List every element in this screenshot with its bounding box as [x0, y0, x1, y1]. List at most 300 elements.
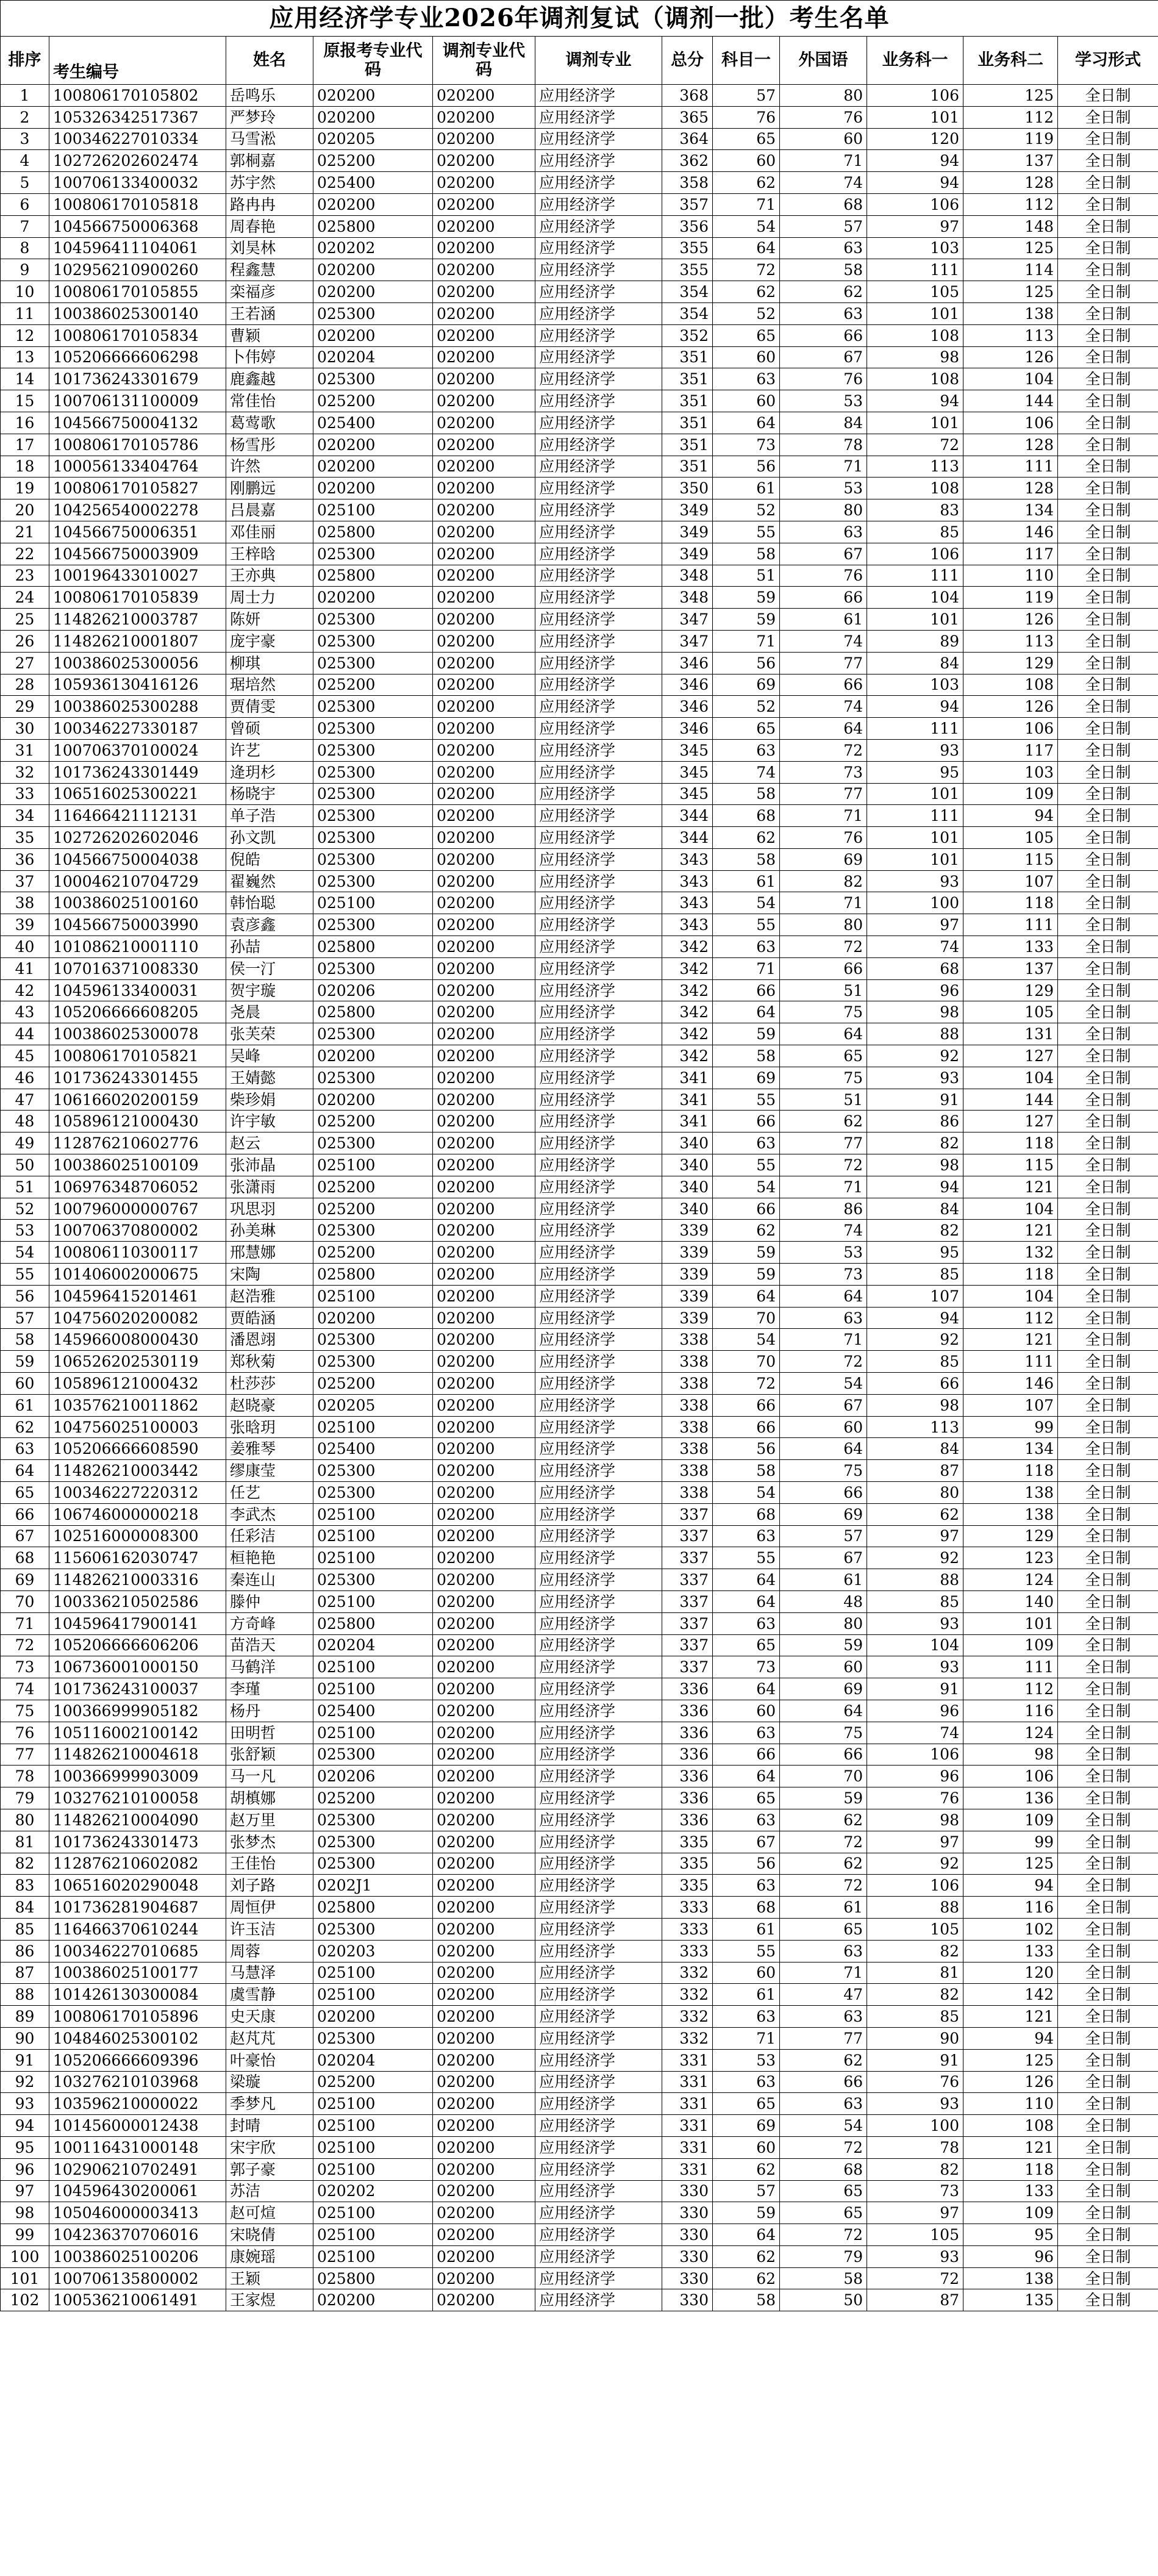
professional-two-cell: 137 — [963, 150, 1058, 172]
study-mode-cell: 全日制 — [1058, 172, 1158, 194]
subject-one-cell: 52 — [713, 302, 780, 324]
total-score-cell: 358 — [662, 172, 713, 194]
original-major-code-cell: 025300 — [313, 1351, 433, 1373]
professional-one-cell: 87 — [867, 1460, 963, 1482]
total-score-cell: 336 — [662, 1766, 713, 1787]
name-cell: 宋陶 — [226, 1264, 313, 1286]
name-cell: 杨晓宇 — [226, 783, 313, 805]
name-cell: 杨丹 — [226, 1700, 313, 1722]
adjusted-major-cell: 应用经济学 — [535, 2115, 662, 2137]
rank-cell: 36 — [1, 848, 49, 870]
adjusted-major-cell: 应用经济学 — [535, 128, 662, 150]
candidate-id-cell: 104596133400031 — [49, 979, 226, 1001]
original-major-code-cell: 020206 — [313, 979, 433, 1001]
table-row — [1, 390, 1158, 412]
rank-cell: 32 — [1, 761, 49, 783]
name-cell: 虞雪静 — [226, 1984, 313, 2006]
professional-two-cell: 117 — [963, 543, 1058, 565]
subject-one-cell: 72 — [713, 259, 780, 281]
name-cell: 张沛晶 — [226, 1154, 313, 1176]
rank-cell: 52 — [1, 1198, 49, 1220]
table-row — [1, 302, 1158, 324]
rank-cell: 96 — [1, 2158, 49, 2180]
name-cell: 叶豪怡 — [226, 2049, 313, 2071]
foreign-language-cell: 69 — [780, 848, 867, 870]
subject-one-cell: 68 — [713, 1503, 780, 1525]
foreign-language-cell: 66 — [780, 957, 867, 979]
subject-one-cell: 68 — [713, 805, 780, 827]
rank-cell: 64 — [1, 1460, 49, 1482]
professional-two-cell: 126 — [963, 2071, 1058, 2093]
table-row — [1, 1438, 1158, 1460]
name-cell: 周春艳 — [226, 215, 313, 237]
adjusted-major-code-cell: 020200 — [433, 302, 535, 324]
adjusted-major-cell: 应用经济学 — [535, 1373, 662, 1395]
document-title: 应用经济学专业2026年调剂复试（调剂一批）考生名单 — [1, 1, 1158, 37]
study-mode-cell: 全日制 — [1058, 609, 1158, 631]
table-row — [1, 630, 1158, 652]
rank-cell: 11 — [1, 302, 49, 324]
adjusted-major-cell: 应用经济学 — [535, 456, 662, 478]
original-major-code-cell: 025100 — [313, 2115, 433, 2137]
table-row — [1, 2267, 1158, 2289]
candidate-id-cell: 101736243301473 — [49, 1831, 226, 1853]
total-score-cell: 345 — [662, 761, 713, 783]
foreign-language-cell: 66 — [780, 674, 867, 696]
adjusted-major-code-cell: 020200 — [433, 1766, 535, 1787]
rank-cell: 41 — [1, 957, 49, 979]
adjusted-major-code-cell: 020200 — [433, 150, 535, 172]
subject-one-cell: 58 — [713, 783, 780, 805]
study-mode-cell: 全日制 — [1058, 1460, 1158, 1482]
foreign-language-cell: 72 — [780, 1875, 867, 1897]
study-mode-cell: 全日制 — [1058, 1351, 1158, 1373]
study-mode-cell: 全日制 — [1058, 412, 1158, 434]
study-mode-cell: 全日制 — [1058, 1984, 1158, 2006]
rank-cell: 94 — [1, 2115, 49, 2137]
total-score-cell: 337 — [662, 1503, 713, 1525]
professional-two-cell: 133 — [963, 1940, 1058, 1962]
adjusted-major-code-cell: 020200 — [433, 1285, 535, 1307]
original-major-code-cell: 020200 — [313, 587, 433, 609]
total-score-cell: 336 — [662, 1700, 713, 1722]
total-score-cell: 336 — [662, 1722, 713, 1744]
adjusted-major-cell: 应用经济学 — [535, 1547, 662, 1569]
name-cell: 单子浩 — [226, 805, 313, 827]
table-row — [1, 1875, 1158, 1897]
rank-cell: 25 — [1, 609, 49, 631]
table-row — [1, 1067, 1158, 1089]
total-score-cell: 362 — [662, 150, 713, 172]
professional-two-cell: 118 — [963, 1460, 1058, 1482]
rank-cell: 2 — [1, 106, 49, 128]
name-cell: 胡槙娜 — [226, 1787, 313, 1809]
original-major-code-cell: 025100 — [313, 2245, 433, 2267]
adjusted-major-cell: 应用经济学 — [535, 1744, 662, 1766]
professional-one-cell: 85 — [867, 1264, 963, 1286]
subject-one-cell: 64 — [713, 412, 780, 434]
professional-two-cell: 109 — [963, 783, 1058, 805]
foreign-language-cell: 53 — [780, 390, 867, 412]
professional-two-cell: 146 — [963, 521, 1058, 543]
professional-two-cell: 126 — [963, 609, 1058, 631]
professional-two-cell: 108 — [963, 2115, 1058, 2137]
name-cell: 马雪淞 — [226, 128, 313, 150]
study-mode-cell: 全日制 — [1058, 1176, 1158, 1198]
original-major-code-cell: 025300 — [313, 609, 433, 631]
candidate-id-cell: 115606162030747 — [49, 1547, 226, 1569]
table-row — [1, 957, 1158, 979]
adjusted-major-cell: 应用经济学 — [535, 390, 662, 412]
adjusted-major-code-cell: 020200 — [433, 739, 535, 761]
original-major-code-cell: 025200 — [313, 1242, 433, 1264]
candidate-id-cell: 100386025300140 — [49, 302, 226, 324]
professional-one-cell: 73 — [867, 2180, 963, 2202]
rank-cell: 67 — [1, 1525, 49, 1547]
original-major-code-cell: 020202 — [313, 2180, 433, 2202]
subject-one-cell: 58 — [713, 1460, 780, 1482]
study-mode-cell: 全日制 — [1058, 215, 1158, 237]
professional-two-cell: 137 — [963, 957, 1058, 979]
adjusted-major-cell: 应用经济学 — [535, 696, 662, 718]
candidate-id-cell: 104596430200061 — [49, 2180, 226, 2202]
adjusted-major-cell: 应用经济学 — [535, 150, 662, 172]
table-row — [1, 2224, 1158, 2246]
professional-two-cell: 138 — [963, 1482, 1058, 1504]
foreign-language-cell: 72 — [780, 936, 867, 958]
professional-one-cell: 98 — [867, 1809, 963, 1831]
subject-one-cell: 71 — [713, 193, 780, 215]
rank-cell: 30 — [1, 718, 49, 740]
study-mode-cell: 全日制 — [1058, 1154, 1158, 1176]
adjusted-major-cell: 应用经济学 — [535, 1525, 662, 1547]
adjusted-major-cell: 应用经济学 — [535, 237, 662, 259]
total-score-cell: 354 — [662, 281, 713, 303]
name-cell: 赵晓豪 — [226, 1394, 313, 1416]
original-major-code-cell: 020203 — [313, 1940, 433, 1962]
adjusted-major-cell: 应用经济学 — [535, 521, 662, 543]
original-major-code-cell: 025400 — [313, 1700, 433, 1722]
professional-one-cell: 82 — [867, 1132, 963, 1154]
professional-two-cell: 124 — [963, 1569, 1058, 1591]
table-row — [1, 1984, 1158, 2006]
original-major-code-cell: 025300 — [313, 1329, 433, 1351]
adjusted-major-cell: 应用经济学 — [535, 1111, 662, 1132]
foreign-language-cell: 72 — [780, 2136, 867, 2158]
foreign-language-cell: 59 — [780, 1787, 867, 1809]
study-mode-cell: 全日制 — [1058, 543, 1158, 565]
foreign-language-cell: 50 — [780, 2289, 867, 2311]
total-score-cell: 346 — [662, 718, 713, 740]
original-major-code-cell: 020206 — [313, 1766, 433, 1787]
name-cell: 王家煜 — [226, 2289, 313, 2311]
study-mode-cell: 全日制 — [1058, 2180, 1158, 2202]
col-header-subject-one: 科目一 — [713, 37, 780, 85]
adjusted-major-cell: 应用经济学 — [535, 1198, 662, 1220]
professional-two-cell: 116 — [963, 1700, 1058, 1722]
adjusted-major-code-cell: 020200 — [433, 543, 535, 565]
name-cell: 李瑾 — [226, 1678, 313, 1700]
adjusted-major-code-cell: 020200 — [433, 2180, 535, 2202]
rank-cell: 84 — [1, 1897, 49, 1919]
professional-two-cell: 118 — [963, 1264, 1058, 1286]
candidate-id-cell: 100336210502586 — [49, 1590, 226, 1612]
table-row — [1, 106, 1158, 128]
subject-one-cell: 56 — [713, 1438, 780, 1460]
total-score-cell: 351 — [662, 368, 713, 390]
name-cell: 宋晓倩 — [226, 2224, 313, 2246]
study-mode-cell: 全日制 — [1058, 499, 1158, 521]
name-cell: 苏宇然 — [226, 172, 313, 194]
original-major-code-cell: 025300 — [313, 1460, 433, 1482]
subject-one-cell: 65 — [713, 128, 780, 150]
name-cell: 路冉冉 — [226, 193, 313, 215]
name-cell: 庞宇豪 — [226, 630, 313, 652]
rank-cell: 55 — [1, 1264, 49, 1286]
subject-one-cell: 64 — [713, 1569, 780, 1591]
total-score-cell: 347 — [662, 630, 713, 652]
candidate-id-cell: 104566750004132 — [49, 412, 226, 434]
adjusted-major-code-cell: 020200 — [433, 805, 535, 827]
original-major-code-cell: 020200 — [313, 259, 433, 281]
rank-cell: 23 — [1, 565, 49, 587]
table-row — [1, 739, 1158, 761]
adjusted-major-code-cell: 020200 — [433, 1482, 535, 1504]
name-cell: 曹颖 — [226, 324, 313, 346]
rank-cell: 22 — [1, 543, 49, 565]
total-score-cell: 355 — [662, 259, 713, 281]
adjusted-major-cell: 应用经济学 — [535, 215, 662, 237]
subject-one-cell: 55 — [713, 521, 780, 543]
total-score-cell: 337 — [662, 1547, 713, 1569]
candidate-id-cell: 100806170105839 — [49, 587, 226, 609]
professional-one-cell: 66 — [867, 1373, 963, 1395]
adjusted-major-cell: 应用经济学 — [535, 870, 662, 892]
adjusted-major-code-cell: 020200 — [433, 1962, 535, 1984]
name-cell: 桓艳艳 — [226, 1547, 313, 1569]
adjusted-major-cell: 应用经济学 — [535, 1766, 662, 1787]
name-cell: 杨雪彤 — [226, 434, 313, 456]
professional-two-cell: 106 — [963, 412, 1058, 434]
foreign-language-cell: 82 — [780, 870, 867, 892]
original-major-code-cell: 025100 — [313, 1984, 433, 2006]
foreign-language-cell: 63 — [780, 2093, 867, 2115]
foreign-language-cell: 65 — [780, 1045, 867, 1067]
foreign-language-cell: 76 — [780, 368, 867, 390]
professional-two-cell: 128 — [963, 172, 1058, 194]
original-major-code-cell: 025300 — [313, 696, 433, 718]
study-mode-cell: 全日制 — [1058, 892, 1158, 914]
candidate-id-cell: 100346227330187 — [49, 718, 226, 740]
rank-cell: 31 — [1, 739, 49, 761]
candidate-id-cell: 114826210001807 — [49, 630, 226, 652]
subject-one-cell: 62 — [713, 2158, 780, 2180]
rank-cell: 90 — [1, 2027, 49, 2049]
foreign-language-cell: 63 — [780, 2006, 867, 2028]
table-row — [1, 761, 1158, 783]
subject-one-cell: 58 — [713, 543, 780, 565]
subject-one-cell: 54 — [713, 1482, 780, 1504]
total-score-cell: 339 — [662, 1242, 713, 1264]
candidate-id-cell: 116466370610244 — [49, 1918, 226, 1940]
study-mode-cell: 全日制 — [1058, 696, 1158, 718]
adjusted-major-cell: 应用经济学 — [535, 2202, 662, 2224]
adjusted-major-code-cell: 020200 — [433, 1373, 535, 1395]
candidate-id-cell: 106736001000150 — [49, 1656, 226, 1678]
candidate-id-cell: 100536210061491 — [49, 2289, 226, 2311]
original-major-code-cell: 025300 — [313, 368, 433, 390]
name-cell: 方奇峰 — [226, 1612, 313, 1634]
original-major-code-cell: 025200 — [313, 1373, 433, 1395]
rank-cell: 17 — [1, 434, 49, 456]
adjusted-major-code-cell: 020200 — [433, 914, 535, 936]
study-mode-cell: 全日制 — [1058, 827, 1158, 849]
candidate-id-cell: 100806170105786 — [49, 434, 226, 456]
rank-cell: 18 — [1, 456, 49, 478]
table-row — [1, 2180, 1158, 2202]
subject-one-cell: 59 — [713, 609, 780, 631]
professional-one-cell: 94 — [867, 390, 963, 412]
name-cell: 吴峰 — [226, 1045, 313, 1067]
foreign-language-cell: 68 — [780, 2158, 867, 2180]
rank-cell: 93 — [1, 2093, 49, 2115]
adjusted-major-cell: 应用经济学 — [535, 1678, 662, 1700]
total-score-cell: 350 — [662, 478, 713, 499]
study-mode-cell: 全日制 — [1058, 1656, 1158, 1678]
professional-two-cell: 125 — [963, 281, 1058, 303]
original-major-code-cell: 025300 — [313, 870, 433, 892]
professional-two-cell: 121 — [963, 1176, 1058, 1198]
candidate-id-cell: 101736243100037 — [49, 1678, 226, 1700]
adjusted-major-cell: 应用经济学 — [535, 2093, 662, 2115]
adjusted-major-cell: 应用经济学 — [535, 2180, 662, 2202]
professional-one-cell: 96 — [867, 1700, 963, 1722]
subject-one-cell: 66 — [713, 1111, 780, 1132]
total-score-cell: 354 — [662, 302, 713, 324]
name-cell: 常佳怡 — [226, 390, 313, 412]
total-score-cell: 341 — [662, 1089, 713, 1111]
name-cell: 孙文凯 — [226, 827, 313, 849]
adjusted-major-code-cell: 020200 — [433, 2202, 535, 2224]
table-row — [1, 1307, 1158, 1329]
col-header-original-major-code: 原报考专业代码 — [313, 37, 433, 85]
adjusted-major-code-cell: 020200 — [433, 259, 535, 281]
adjusted-major-cell: 应用经济学 — [535, 193, 662, 215]
adjusted-major-code-cell: 020200 — [433, 2136, 535, 2158]
table-row — [1, 2049, 1158, 2071]
professional-two-cell: 142 — [963, 1984, 1058, 2006]
original-major-code-cell: 025100 — [313, 1678, 433, 1700]
study-mode-cell: 全日制 — [1058, 390, 1158, 412]
total-score-cell: 330 — [662, 2245, 713, 2267]
professional-one-cell: 100 — [867, 892, 963, 914]
study-mode-cell: 全日制 — [1058, 2049, 1158, 2071]
candidate-id-cell: 104566750006368 — [49, 215, 226, 237]
total-score-cell: 338 — [662, 1438, 713, 1460]
original-major-code-cell: 025300 — [313, 718, 433, 740]
study-mode-cell: 全日制 — [1058, 1897, 1158, 1919]
adjusted-major-cell: 应用经济学 — [535, 1503, 662, 1525]
subject-one-cell: 66 — [713, 1394, 780, 1416]
study-mode-cell: 全日制 — [1058, 783, 1158, 805]
adjusted-major-code-cell: 020200 — [433, 1831, 535, 1853]
original-major-code-cell: 025200 — [313, 674, 433, 696]
rank-cell: 58 — [1, 1329, 49, 1351]
professional-one-cell: 91 — [867, 1089, 963, 1111]
foreign-language-cell: 71 — [780, 1329, 867, 1351]
name-cell: 梁璇 — [226, 2071, 313, 2093]
foreign-language-cell: 74 — [780, 1220, 867, 1242]
name-cell: 严梦玲 — [226, 106, 313, 128]
header-row — [1, 37, 1158, 85]
total-score-cell: 356 — [662, 215, 713, 237]
table-row — [1, 324, 1158, 346]
total-score-cell: 346 — [662, 674, 713, 696]
name-cell: 孙喆 — [226, 936, 313, 958]
professional-one-cell: 106 — [867, 1875, 963, 1897]
study-mode-cell: 全日制 — [1058, 652, 1158, 674]
professional-one-cell: 85 — [867, 521, 963, 543]
adjusted-major-cell: 应用经济学 — [535, 499, 662, 521]
foreign-language-cell: 77 — [780, 2027, 867, 2049]
subject-one-cell: 62 — [713, 827, 780, 849]
professional-two-cell: 119 — [963, 128, 1058, 150]
adjusted-major-code-cell: 020200 — [433, 2093, 535, 2115]
adjusted-major-cell: 应用经济学 — [535, 1329, 662, 1351]
subject-one-cell: 59 — [713, 1023, 780, 1045]
rank-cell: 40 — [1, 936, 49, 958]
adjusted-major-code-cell: 020200 — [433, 1590, 535, 1612]
subject-one-cell: 63 — [713, 739, 780, 761]
study-mode-cell: 全日制 — [1058, 1264, 1158, 1286]
study-mode-cell: 全日制 — [1058, 1220, 1158, 1242]
professional-two-cell: 138 — [963, 1503, 1058, 1525]
candidate-id-cell: 101456000012438 — [49, 2115, 226, 2137]
name-cell: 宋宇欣 — [226, 2136, 313, 2158]
foreign-language-cell: 72 — [780, 1154, 867, 1176]
candidate-id-cell: 114826210003442 — [49, 1460, 226, 1482]
professional-one-cell: 93 — [867, 870, 963, 892]
total-score-cell: 345 — [662, 783, 713, 805]
original-major-code-cell: 025200 — [313, 2071, 433, 2093]
rank-cell: 65 — [1, 1482, 49, 1504]
name-cell: 赵万里 — [226, 1809, 313, 1831]
original-major-code-cell: 025300 — [313, 761, 433, 783]
rank-cell: 62 — [1, 1416, 49, 1438]
original-major-code-cell: 020200 — [313, 106, 433, 128]
candidate-id-cell: 106746000000218 — [49, 1503, 226, 1525]
candidate-id-cell: 105896121000432 — [49, 1373, 226, 1395]
study-mode-cell: 全日制 — [1058, 1787, 1158, 1809]
professional-two-cell: 129 — [963, 979, 1058, 1001]
professional-two-cell: 116 — [963, 1897, 1058, 1919]
total-score-cell: 337 — [662, 1612, 713, 1634]
table-row — [1, 543, 1158, 565]
study-mode-cell: 全日制 — [1058, 761, 1158, 783]
professional-one-cell: 92 — [867, 1853, 963, 1875]
total-score-cell: 339 — [662, 1264, 713, 1286]
foreign-language-cell: 86 — [780, 1198, 867, 1220]
study-mode-cell: 全日制 — [1058, 2136, 1158, 2158]
professional-one-cell: 111 — [867, 805, 963, 827]
candidate-id-cell: 100346227010334 — [49, 128, 226, 150]
original-major-code-cell: 025300 — [313, 1569, 433, 1591]
adjusted-major-code-cell: 020200 — [433, 85, 535, 107]
total-score-cell: 331 — [662, 2071, 713, 2093]
candidate-id-cell: 100706370100024 — [49, 739, 226, 761]
original-major-code-cell: 025100 — [313, 1656, 433, 1678]
original-major-code-cell: 020200 — [313, 281, 433, 303]
